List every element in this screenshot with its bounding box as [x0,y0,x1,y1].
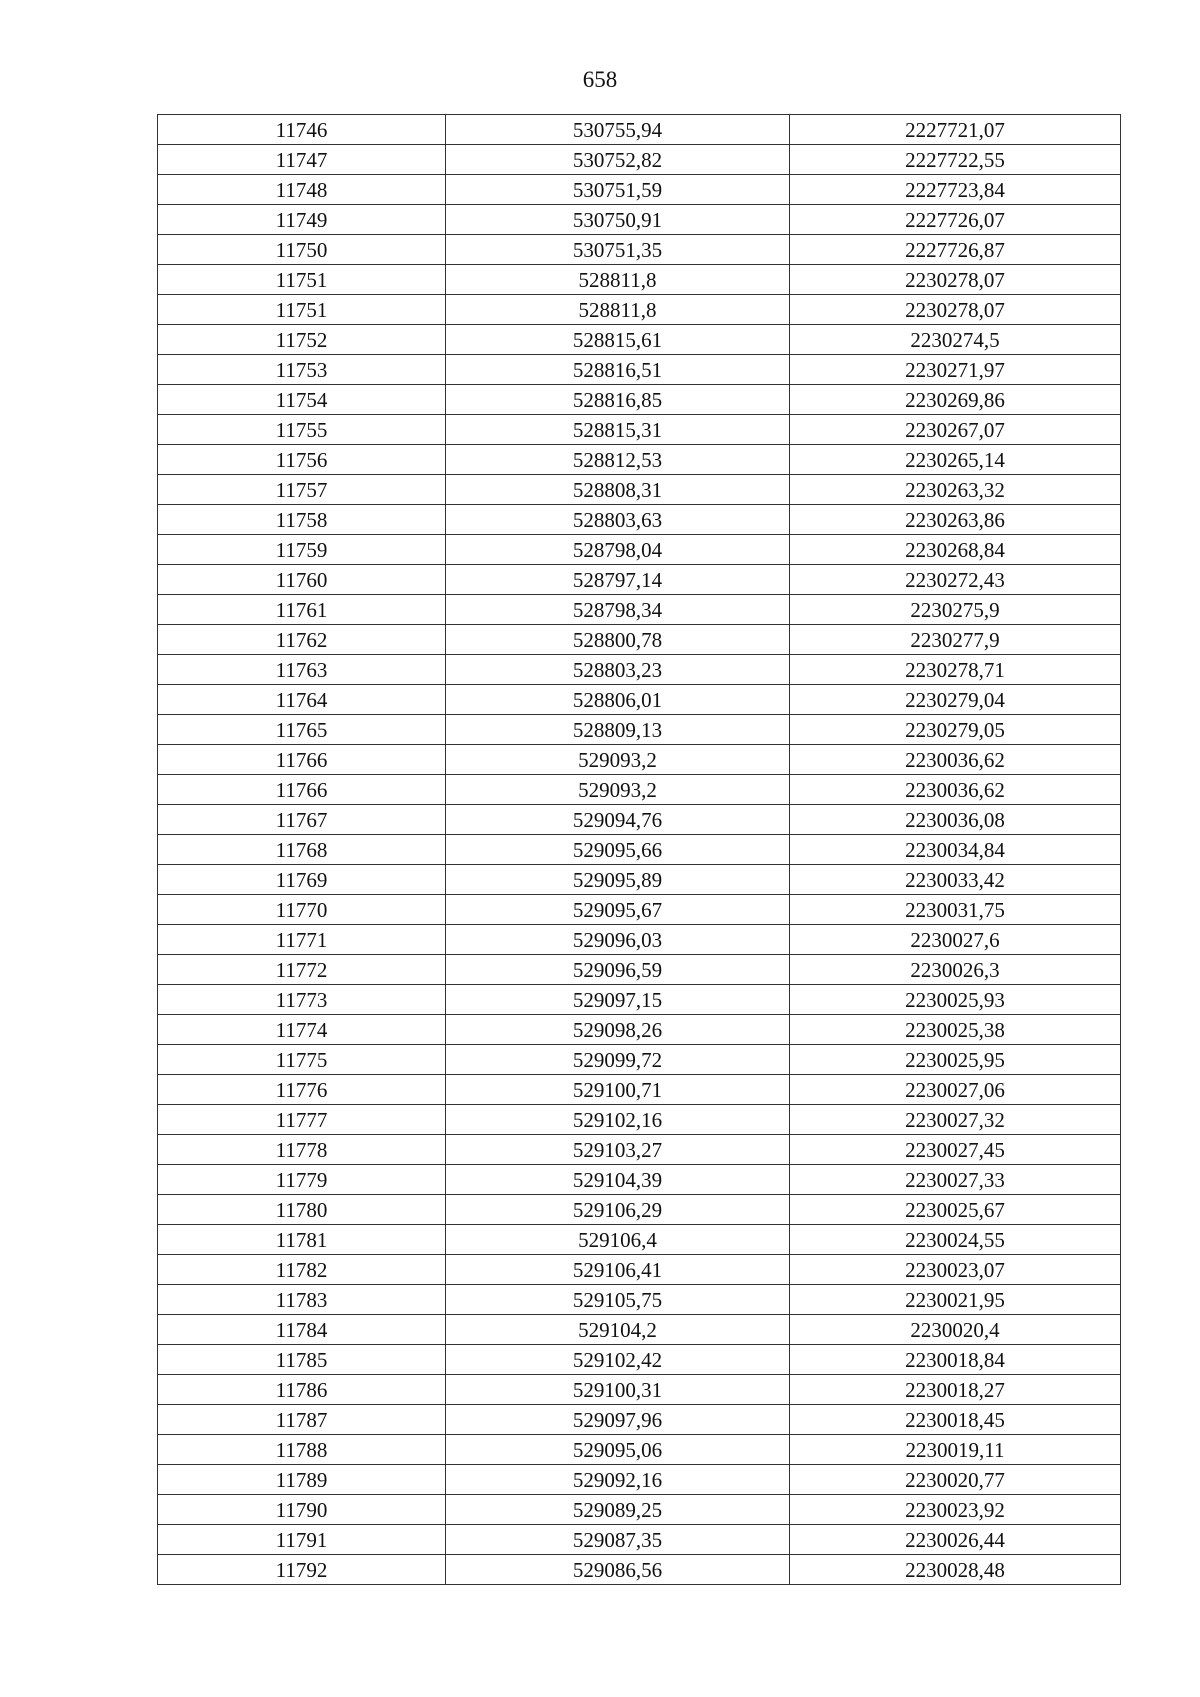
table-row [158,1495,1121,1525]
y-coordinate-cell: 2230278,07 [790,295,1121,325]
table-row [158,505,1121,535]
table-row [158,1465,1121,1495]
point-number-cell: 11764 [158,685,446,715]
point-number-cell: 11776 [158,1075,446,1105]
x-coordinate-cell: 529094,76 [446,805,790,835]
x-coordinate-cell: 528809,13 [446,715,790,745]
table-row [158,985,1121,1015]
table-row [158,355,1121,385]
x-coordinate-cell: 529087,35 [446,1525,790,1555]
y-coordinate-cell: 2230267,07 [790,415,1121,445]
point-number-cell: 11766 [158,775,446,805]
coordinates-table [157,114,1121,1585]
x-coordinate-cell: 530751,35 [446,235,790,265]
point-number-cell: 11753 [158,355,446,385]
y-coordinate-cell: 2230263,86 [790,505,1121,535]
x-coordinate-cell: 528803,63 [446,505,790,535]
table-row [158,595,1121,625]
y-coordinate-cell: 2230263,32 [790,475,1121,505]
x-coordinate-cell: 528811,8 [446,295,790,325]
x-coordinate-cell: 528808,31 [446,475,790,505]
table-row [158,265,1121,295]
y-coordinate-cell: 2227722,55 [790,145,1121,175]
x-coordinate-cell: 530752,82 [446,145,790,175]
table-row [158,925,1121,955]
y-coordinate-cell: 2230279,05 [790,715,1121,745]
table-row [158,1315,1121,1345]
x-coordinate-cell: 529095,06 [446,1435,790,1465]
table-row [158,1075,1121,1105]
table-row [158,625,1121,655]
table-row [158,865,1121,895]
y-coordinate-cell: 2230028,48 [790,1555,1121,1585]
table-row [158,835,1121,865]
y-coordinate-cell: 2227726,07 [790,205,1121,235]
x-coordinate-cell: 529096,03 [446,925,790,955]
x-coordinate-cell: 529106,29 [446,1195,790,1225]
point-number-cell: 11748 [158,175,446,205]
y-coordinate-cell: 2227723,84 [790,175,1121,205]
y-coordinate-cell: 2230278,71 [790,655,1121,685]
x-coordinate-cell: 530750,91 [446,205,790,235]
table-row [158,1345,1121,1375]
y-coordinate-cell: 2227721,07 [790,115,1121,145]
point-number-cell: 11782 [158,1255,446,1285]
point-number-cell: 11762 [158,625,446,655]
y-coordinate-cell: 2230278,07 [790,265,1121,295]
y-coordinate-cell: 2230027,6 [790,925,1121,955]
table-row [158,895,1121,925]
y-coordinate-cell: 2230269,86 [790,385,1121,415]
table-row [158,235,1121,265]
point-number-cell: 11760 [158,565,446,595]
table-row [158,295,1121,325]
y-coordinate-cell: 2230018,84 [790,1345,1121,1375]
table-row [158,325,1121,355]
x-coordinate-cell: 529097,96 [446,1405,790,1435]
table-row [158,115,1121,145]
y-coordinate-cell: 2230027,32 [790,1105,1121,1135]
y-coordinate-cell: 2230018,27 [790,1375,1121,1405]
point-number-cell: 11777 [158,1105,446,1135]
x-coordinate-cell: 529104,39 [446,1165,790,1195]
table-row [158,955,1121,985]
point-number-cell: 11755 [158,415,446,445]
x-coordinate-cell: 528816,85 [446,385,790,415]
point-number-cell: 11788 [158,1435,446,1465]
x-coordinate-cell: 530751,59 [446,175,790,205]
x-coordinate-cell: 529095,66 [446,835,790,865]
point-number-cell: 11786 [158,1375,446,1405]
table-row [158,1375,1121,1405]
point-number-cell: 11766 [158,745,446,775]
point-number-cell: 11780 [158,1195,446,1225]
x-coordinate-cell: 529095,89 [446,865,790,895]
point-number-cell: 11749 [158,205,446,235]
table-row [158,745,1121,775]
point-number-cell: 11751 [158,265,446,295]
table-row [158,175,1121,205]
x-coordinate-cell: 529092,16 [446,1465,790,1495]
x-coordinate-cell: 529106,41 [446,1255,790,1285]
y-coordinate-cell: 2230019,11 [790,1435,1121,1465]
point-number-cell: 11759 [158,535,446,565]
x-coordinate-cell: 528812,53 [446,445,790,475]
y-coordinate-cell: 2230036,62 [790,775,1121,805]
y-coordinate-cell: 2230023,92 [790,1495,1121,1525]
table-row [158,1135,1121,1165]
table-row [158,1045,1121,1075]
point-number-cell: 11746 [158,115,446,145]
x-coordinate-cell: 529098,26 [446,1015,790,1045]
x-coordinate-cell: 528803,23 [446,655,790,685]
y-coordinate-cell: 2230025,67 [790,1195,1121,1225]
x-coordinate-cell: 530755,94 [446,115,790,145]
x-coordinate-cell: 528798,04 [446,535,790,565]
x-coordinate-cell: 528798,34 [446,595,790,625]
table-row [158,1555,1121,1585]
x-coordinate-cell: 529099,72 [446,1045,790,1075]
point-number-cell: 11785 [158,1345,446,1375]
table-row [158,415,1121,445]
point-number-cell: 11774 [158,1015,446,1045]
table-row [158,565,1121,595]
point-number-cell: 11763 [158,655,446,685]
x-coordinate-cell: 529097,15 [446,985,790,1015]
point-number-cell: 11773 [158,985,446,1015]
point-number-cell: 11752 [158,325,446,355]
table-row [158,385,1121,415]
x-coordinate-cell: 528800,78 [446,625,790,655]
point-number-cell: 11778 [158,1135,446,1165]
y-coordinate-cell: 2230031,75 [790,895,1121,925]
point-number-cell: 11767 [158,805,446,835]
x-coordinate-cell: 529093,2 [446,745,790,775]
y-coordinate-cell: 2230020,77 [790,1465,1121,1495]
table-row [158,145,1121,175]
table-row [158,1405,1121,1435]
y-coordinate-cell: 2230026,3 [790,955,1121,985]
x-coordinate-cell: 529100,31 [446,1375,790,1405]
y-coordinate-cell: 2230034,84 [790,835,1121,865]
x-coordinate-cell: 529102,42 [446,1345,790,1375]
x-coordinate-cell: 528811,8 [446,265,790,295]
y-coordinate-cell: 2230265,14 [790,445,1121,475]
point-number-cell: 11775 [158,1045,446,1075]
table-row [158,1165,1121,1195]
y-coordinate-cell: 2230027,33 [790,1165,1121,1195]
x-coordinate-cell: 529104,2 [446,1315,790,1345]
point-number-cell: 11779 [158,1165,446,1195]
table-row [158,1015,1121,1045]
point-number-cell: 11768 [158,835,446,865]
coordinates-table-body [158,115,1121,1585]
x-coordinate-cell: 528815,61 [446,325,790,355]
y-coordinate-cell: 2230024,55 [790,1225,1121,1255]
y-coordinate-cell: 2230279,04 [790,685,1121,715]
point-number-cell: 11787 [158,1405,446,1435]
y-coordinate-cell: 2230023,07 [790,1255,1121,1285]
table-row [158,475,1121,505]
point-number-cell: 11770 [158,895,446,925]
y-coordinate-cell: 2230036,08 [790,805,1121,835]
y-coordinate-cell: 2230026,44 [790,1525,1121,1555]
y-coordinate-cell: 2230275,9 [790,595,1121,625]
x-coordinate-cell: 528815,31 [446,415,790,445]
point-number-cell: 11750 [158,235,446,265]
y-coordinate-cell: 2230272,43 [790,565,1121,595]
x-coordinate-cell: 528816,51 [446,355,790,385]
table-row [158,1255,1121,1285]
table-row [158,805,1121,835]
table-row [158,715,1121,745]
table-row [158,1225,1121,1255]
x-coordinate-cell: 529106,4 [446,1225,790,1255]
x-coordinate-cell: 528806,01 [446,685,790,715]
x-coordinate-cell: 529095,67 [446,895,790,925]
point-number-cell: 11771 [158,925,446,955]
point-number-cell: 11772 [158,955,446,985]
table-row [158,685,1121,715]
y-coordinate-cell: 2230036,62 [790,745,1121,775]
point-number-cell: 11784 [158,1315,446,1345]
point-number-cell: 11792 [158,1555,446,1585]
table-row [158,1525,1121,1555]
table-row [158,1105,1121,1135]
y-coordinate-cell: 2230025,93 [790,985,1121,1015]
point-number-cell: 11751 [158,295,446,325]
table-row [158,1435,1121,1465]
table-row [158,535,1121,565]
point-number-cell: 11781 [158,1225,446,1255]
y-coordinate-cell: 2230271,97 [790,355,1121,385]
page-number: 658 [582,67,618,92]
point-number-cell: 11757 [158,475,446,505]
table-row [158,1285,1121,1315]
y-coordinate-cell: 2230033,42 [790,865,1121,895]
table-row [158,1195,1121,1225]
y-coordinate-cell: 2230027,06 [790,1075,1121,1105]
point-number-cell: 11765 [158,715,446,745]
y-coordinate-cell: 2230274,5 [790,325,1121,355]
y-coordinate-cell: 2230027,45 [790,1135,1121,1165]
x-coordinate-cell: 529089,25 [446,1495,790,1525]
x-coordinate-cell: 529093,2 [446,775,790,805]
table-row [158,445,1121,475]
y-coordinate-cell: 2230277,9 [790,625,1121,655]
y-coordinate-cell: 2230268,84 [790,535,1121,565]
y-coordinate-cell: 2227726,87 [790,235,1121,265]
x-coordinate-cell: 529103,27 [446,1135,790,1165]
x-coordinate-cell: 529086,56 [446,1555,790,1585]
point-number-cell: 11747 [158,145,446,175]
x-coordinate-cell: 529100,71 [446,1075,790,1105]
y-coordinate-cell: 2230025,95 [790,1045,1121,1075]
point-number-cell: 11754 [158,385,446,415]
x-coordinate-cell: 529102,16 [446,1105,790,1135]
point-number-cell: 11758 [158,505,446,535]
point-number-cell: 11769 [158,865,446,895]
y-coordinate-cell: 2230020,4 [790,1315,1121,1345]
table-row [158,775,1121,805]
point-number-cell: 11783 [158,1285,446,1315]
y-coordinate-cell: 2230025,38 [790,1015,1121,1045]
table-row [158,655,1121,685]
table-row [158,205,1121,235]
y-coordinate-cell: 2230021,95 [790,1285,1121,1315]
y-coordinate-cell: 2230018,45 [790,1405,1121,1435]
point-number-cell: 11791 [158,1525,446,1555]
point-number-cell: 11789 [158,1465,446,1495]
point-number-cell: 11761 [158,595,446,625]
point-number-cell: 11756 [158,445,446,475]
x-coordinate-cell: 529105,75 [446,1285,790,1315]
x-coordinate-cell: 529096,59 [446,955,790,985]
point-number-cell: 11790 [158,1495,446,1525]
x-coordinate-cell: 528797,14 [446,565,790,595]
